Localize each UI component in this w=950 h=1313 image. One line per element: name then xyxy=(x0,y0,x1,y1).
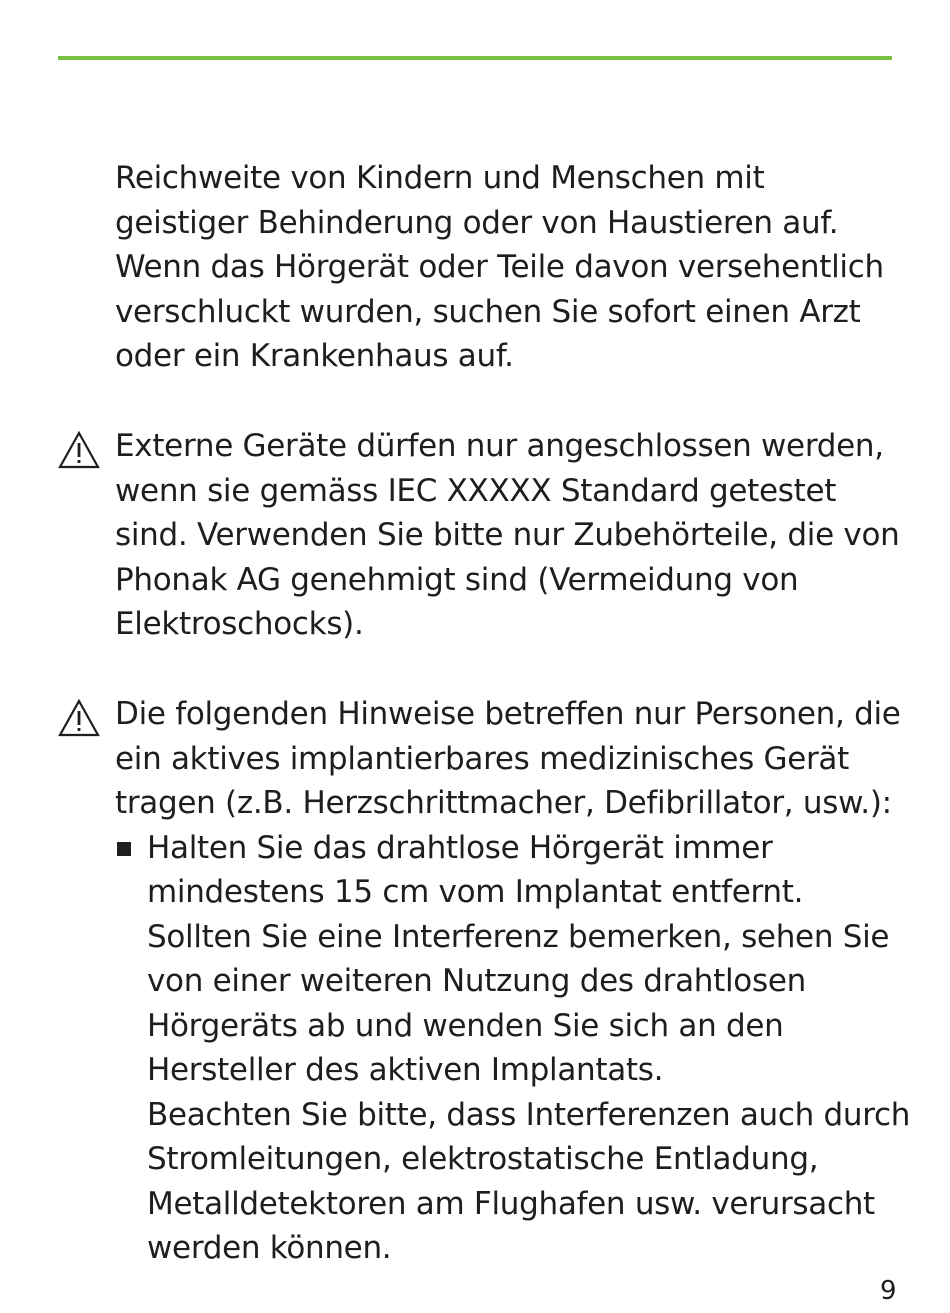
warning-block-external-devices xyxy=(58,424,918,647)
bullet-item xyxy=(115,826,917,1271)
top-accent-rule xyxy=(58,56,892,60)
page-number: 9 xyxy=(880,1276,897,1306)
warning-text: Die folgenden Hinweise betreffen nur Personen, die ein aktives implantierbares medizinisches Gerät tragen (z.B. Herzschrittmacher, Defibrillator, usw.): xyxy=(115,696,901,821)
square-bullet-icon xyxy=(117,842,131,856)
bullet-note: Beachten Sie bitte, dass Interferenzen auch durch Stromleitungen, elektrostatische Entladung, Metalldetektoren am Flughafen usw. verursacht werden können. xyxy=(147,1096,911,1266)
warning-triangle-icon xyxy=(58,699,100,737)
intro-paragraph: Reichweite von Kindern und Menschen mit geistiger Behinderung oder von Haustieren auf. Wenn das Hörgerät oder Teile davon versehentlich verschluckt wurden, suchen Sie sofort einen Arzt oder ein Krankenhaus auf. xyxy=(115,160,884,374)
warning-text: Externe Geräte dürfen nur angeschlossen werden, wenn sie gemäss IEC XXXXX Standard getestet sind. Verwenden Sie bitte nur Zubehörteile, die von Phonak AG genehmigt sind (Vermeidung von Elektroschocks). xyxy=(115,428,900,642)
warning-block-implants xyxy=(58,692,918,1271)
warning-triangle-icon xyxy=(58,431,100,469)
bullet-text: Halten Sie das drahtlose Hörgerät immer mindestens 15 cm vom Implantat entfernt. Sollten Sie eine Interferenz bemerken, sehen Sie von einer weiteren Nutzung des drahtlosen Hörgeräts ab und wenden Sie sich an den Hersteller des aktiven Implantats. xyxy=(147,829,890,1088)
